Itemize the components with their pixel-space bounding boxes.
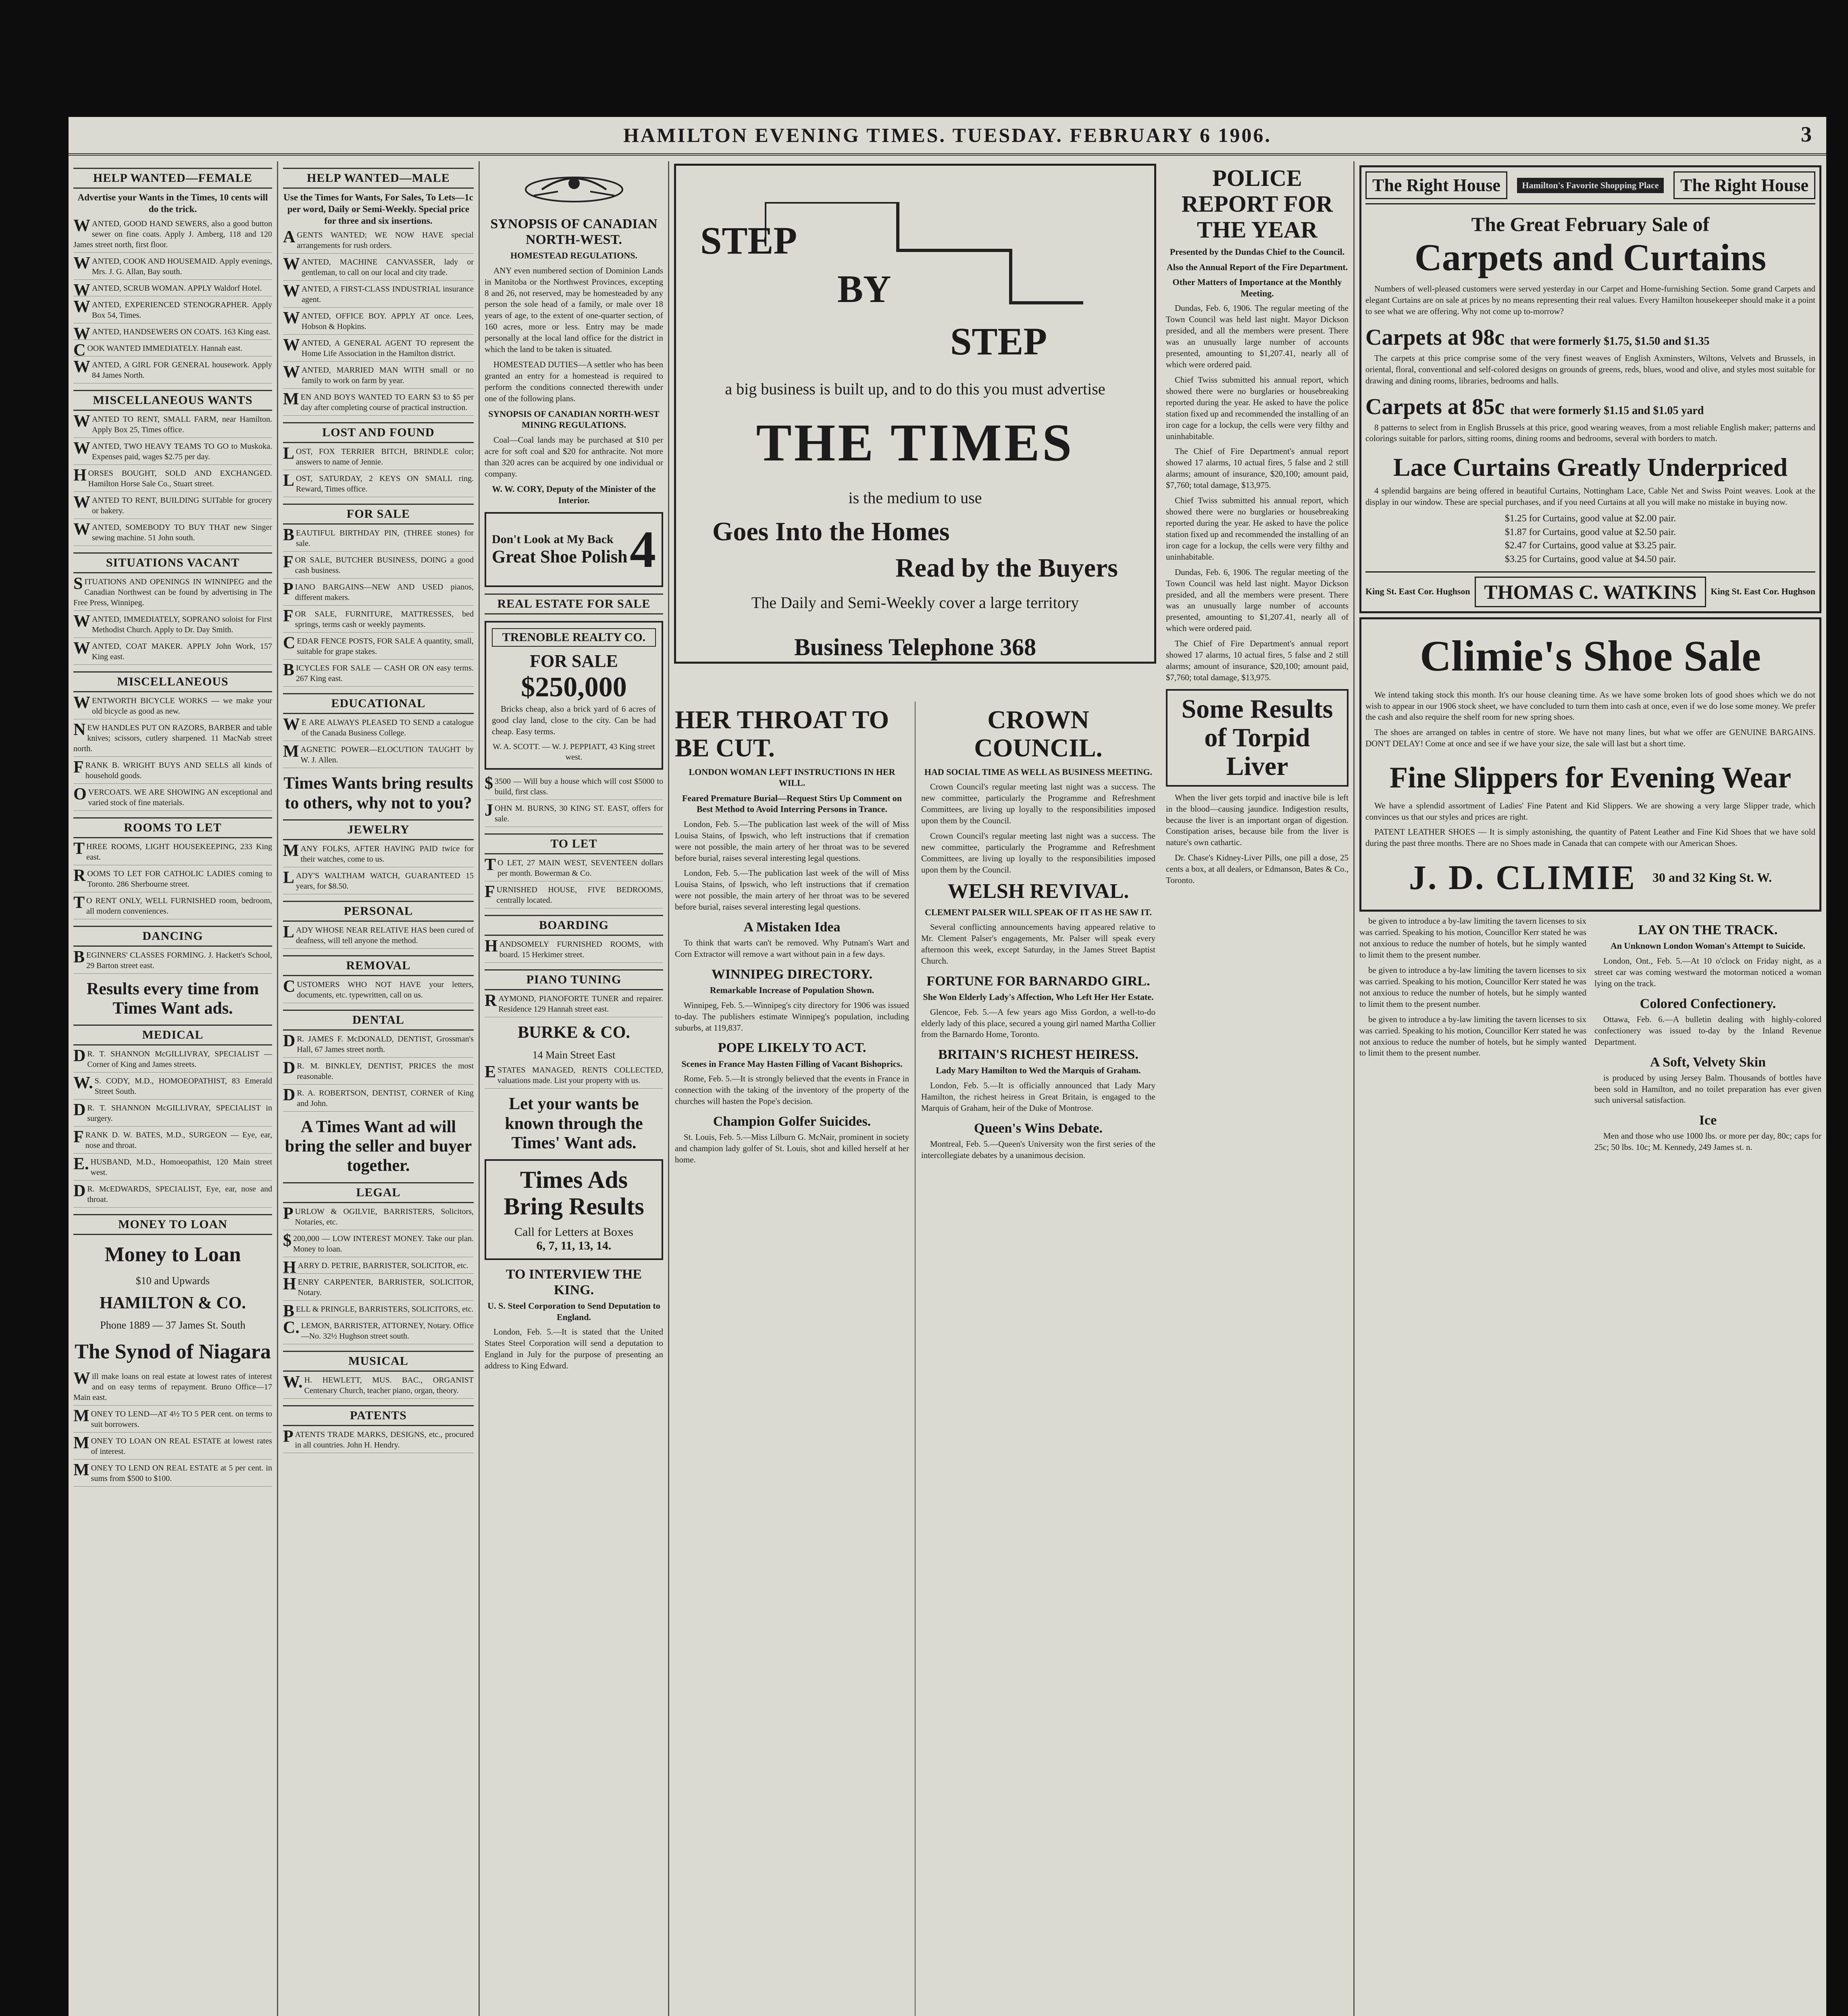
article-text: be given to introduce a by-law limiting the tavern licenses to six was carried. Speaking to his motion, Councillor Kerr stated he was not anxious to reduce the number of hotels, but he simply wanted to limit them to the present number. — [1359, 916, 1586, 960]
burke-name: BURKE & CO. — [518, 1023, 630, 1042]
article-text: Chief Twiss submitted his annual report, which showed there were no burglaries or housebreaking reported during the year. He asked to have the police station fixed up and recommended the installing of an iron cage for a lockup, the cells were very filthy and uninhabitable. — [1166, 496, 1349, 562]
sale-headline: Carpets and Curtains — [1414, 237, 1767, 279]
section-heading: FOR SALE — [283, 504, 474, 525]
synopsis-title: SYNOPSIS OF CANADIAN NORTH-WEST. — [490, 217, 658, 248]
classified-ad: WANTED, A FIRST-CLASS INDUSTRIAL insurance agent. — [283, 284, 474, 308]
article-text: Montreal, Feb. 5.—Queen's University won the first series of the intercollegiate debates by a unanimous decision. — [921, 1139, 1155, 1160]
masthead — [69, 117, 1826, 156]
curtain-price: $3.25 for Curtains, good value at $4.50 pair. — [1505, 554, 1676, 564]
polish-number: 4 — [630, 521, 656, 579]
store-address: King St. East Cor. Hughson — [1711, 586, 1815, 597]
section-heading: MISCELLANEOUS WANTS — [73, 390, 272, 411]
classified-ad: HARRY D. PETRIE, BARRISTER, SOLICITOR, etc. — [283, 1260, 474, 1274]
price-note: that were formerly $1.15 and $1.05 yard — [1510, 404, 1704, 417]
curtain-price-list — [1365, 512, 1815, 566]
mining-title: SYNOPSIS OF CANADIAN NORTH-WEST MINING REGULATIONS. — [488, 408, 660, 430]
classified-ad: WANTED, SCRUB WOMAN. APPLY Waldorf Hotel. — [73, 283, 272, 296]
classified-ad: WANTED, A GENERAL AGENT TO represent the Home Life Association in the Hamilton district. — [283, 338, 474, 362]
step-line-a: a big business is built up, and to do this you must advertise — [725, 380, 1105, 398]
article-subhead: Scenes in France May Hasten Filling of Vacant Bishoprics. — [681, 1058, 903, 1069]
subcolumn-right — [916, 702, 1161, 2016]
article-headline: HER THROAT TO BE CUT. — [675, 705, 889, 762]
column-right-ads — [1355, 161, 1826, 2016]
classified-ad: MONEY TO LEND—AT 4½ TO 5 PER cent. on terms to suit borrowers. — [73, 1409, 272, 1433]
classified-ad: OVERCOATS. WE ARE SHOWING AN exceptional and varied stock of fine materials. — [73, 787, 272, 811]
climie-text: The shoes are arranged on tables in centre of store. We have not many lines, but what we offer are GENUINE BARGAINS. DON'T DELAY! Come at once and see if we have your size, the sale will last but a short time. — [1365, 727, 1815, 749]
article-text: is produced by using Jersey Balm. Thousands of bottles have been sold in Hamilton, and no toilet preparation has ever given such universal satisfaction. — [1594, 1073, 1821, 1105]
classified-ad: TO LET, 27 MAIN WEST, SEVENTEEN dollars per month. Bowerman & Co. — [485, 858, 663, 881]
synod-text: Will make loans on real estate at lowest rates of interest and on easy terms of repayment. Bruno Office—17 Main east. — [73, 1371, 272, 1406]
article-headline: POLICE REPORT FOR THE YEAR — [1181, 165, 1333, 243]
classified-ad: MEN AND BOYS WANTED TO EARN $3 to $5 per day after completing course of practical instruction. — [283, 392, 474, 416]
classified-ad: HORSES BOUGHT, SOLD AND EXCHANGED. Hamilton Horse Sale Co., Stuart street. — [73, 468, 272, 492]
column-classifieds-1 — [69, 161, 278, 2016]
classified-ad: FOR SALE, FURNITURE, MATTRESSES, bed springs, terms cash or weekly payments. — [283, 609, 474, 633]
section-heading: PERSONAL — [283, 901, 474, 922]
classified-ad: C.LEMON, BARRISTER, ATTORNEY, Notary. Office—No. 32½ Hughson street south. — [283, 1320, 474, 1344]
article-headline: Champion Golfer Suicides. — [713, 1114, 871, 1129]
burke-address: 14 Main Street East — [532, 1049, 616, 1061]
classified-ad: TO RENT ONLY, WELL FURNISHED room, bedroom, all modern conveniences. — [73, 896, 272, 919]
classified-ad: ROOMS TO LET FOR CATHOLIC LADIES coming to Toronto. 286 Sherbourne street. — [73, 868, 272, 892]
article-headline: WINNIPEG DIRECTORY. — [711, 967, 873, 982]
climie-title: Climie's Shoe Sale — [1419, 632, 1761, 680]
classified-ad: AGENTS WANTED; WE NOW HAVE special arrangements for rush orders. — [283, 230, 474, 254]
article-subhead: Lady Mary Hamilton to Wed the Marquis of Graham. — [936, 1065, 1141, 1076]
classified-ad: W.H. HEWLETT, MUS. BAC., ORGANIST Centenary Church, teacher piano, organ, theory. — [283, 1375, 474, 1399]
classified-ad: DR. M. BINKLEY, DENTIST, PRICES the most reasonable. — [283, 1061, 474, 1085]
classified-ad: LADY'S WALTHAM WATCH, GUARANTEED 15 years, for $8.50. — [283, 871, 474, 894]
section-intro: Use the Times for Wants, For Sales, To Lets—1c per word, Daily or Semi-Weekly. Special price for three and six insertions. — [283, 192, 473, 226]
classified-ad: LOST, FOX TERRIER BITCH, BRINDLE color; answers to name of Jennie. — [283, 446, 474, 470]
step-line-e: Read by the Buyers — [895, 553, 1118, 583]
money-loan-name: HAMILTON & CO. — [100, 1294, 246, 1313]
step-word-2: BY — [837, 267, 891, 310]
page-number: 3 — [1801, 122, 1812, 146]
curtain-price: $1.87 for Curtains, good value at $2.50 pair. — [1505, 527, 1676, 537]
times-ads-nums: 6, 7, 11, 13, 14. — [536, 1239, 612, 1253]
classified-ad: FOR SALE, BUTCHER BUSINESS, DOING a good cash business. — [283, 555, 474, 579]
article-text: Ottawa, Feb. 6.—A bulletin dealing with highly-colored confectionery was issued to-day by the Inland Revenue Department. — [1594, 1014, 1821, 1047]
step-line-g: Business Telephone 368 — [794, 634, 1036, 660]
article-headline: LAY ON THE TRACK. — [1638, 923, 1778, 938]
shoe-polish-ad — [485, 512, 663, 587]
classified-ad: LOST, SATURDAY, 2 KEYS ON SMALL ring. Reward, Times office. — [283, 473, 474, 497]
article-headline: A Mistaken Idea — [743, 920, 841, 935]
price-text: The carpets at this price comprise some of the very finest weaves of English Axminsters, Wiltons, Velvets and Brussels, in oriental, floral, conventional and self-colored designs on grounds of greens, reds, blues, wood and olive, and styles most suitable for drawing and dining rooms, libraries, bedrooms and halls. — [1365, 353, 1815, 385]
masthead-title: HAMILTON EVENING TIMES. TUESDAY. FEBRUARY 6 1906. — [623, 124, 1272, 146]
section-heading: REMOVAL — [283, 955, 474, 976]
climie-name: J. D. CLIMIE — [1409, 858, 1636, 897]
slippers-heading: Fine Slippers for Evening Wear — [1389, 761, 1792, 795]
section-heading: REAL ESTATE FOR SALE — [485, 594, 663, 614]
classified-ad: BELL & PRINGLE, BARRISTERS, SOLICITORS, etc. — [283, 1302, 474, 1320]
price-text: 8 patterns to select from in English Brussels at this price, good wearing weaves, from a most reliable English maker; patterns and colorings suitable for parlors, sitting rooms, dining rooms and bedrooms, several with borders to match. — [1365, 422, 1815, 444]
classified-ad: WANTED, MACHINE CANVASSER, lady or gentleman, to call on our local and city trade. — [283, 257, 474, 281]
article-text: London, Feb. 5.—The publication last week of the will of Miss Louisa Stains, of Ipswich, who left instructions that if cremation were not possible, the main artery of her throat was to be severed before burial, raises several interesting legal questions. — [675, 868, 909, 912]
store-name: The Right House — [1673, 171, 1815, 199]
article-text: Dundas, Feb. 6, 1906. The regular meeting of the Town Council was held last night. Mayor Dickson presided, and all the members were present. There was an unusually large number of accounts presented, amounting to $1,207.41, nearly all of which were ordered paid. — [1166, 303, 1349, 369]
section-heading: SITUATIONS VACANT — [73, 552, 272, 573]
classified-ad: DR. A. ROBERTSON, DENTIST, CORNER of King and John. — [283, 1088, 474, 1112]
sale-text: Numbers of well-pleased customers were served yesterday in our Carpet and Home-furnishing Section. Some grand Carpets and elegant Curtains are on sale at prices by no means representing their real values. Every Hamilton housekeeper should make it a point to see what we are offering. Why not come up to-morrow? — [1365, 284, 1815, 316]
classified-ad: SITUATIONS AND OPENINGS IN WINNIPEG and the Canadian Northwest can be found by advertising in The Free Press, Winnipeg. — [73, 577, 272, 611]
store-tagline: Hamilton's Favorite Shopping Place — [1517, 178, 1663, 193]
store-address: King St. East Cor. Hughson — [1365, 586, 1470, 597]
climie-ad — [1359, 617, 1821, 912]
section-heading: EDUCATIONAL — [283, 693, 474, 714]
realty-contact: W. A. SCOTT. — W. J. PEPPIATT, 43 King street west. — [493, 742, 655, 762]
classified-ad: RAYMOND, PIANOFORTE TUNER and repairer. Residence 129 Hannah street east. — [485, 993, 663, 1017]
classified-ad: WE ARE ALWAYS PLEASED TO SEND a catalogue of the Canada Business College. — [283, 717, 474, 741]
classified-ad: BICYCLES FOR SALE — CASH OR ON easy terms. 267 King east. — [283, 663, 474, 687]
step-line-c: is the medium to use — [848, 489, 982, 507]
step-word-1: STEP — [700, 219, 797, 262]
section-intro: Advertise your Wants in the Times, 10 cents will do the trick. — [77, 192, 268, 214]
classified-ad: MONEY TO LOAN ON REAL ESTATE at lowest rates of interest. — [73, 1436, 272, 1460]
classified-ad: WANTED, IMMEDIATELY, SOPRANO soloist for First Methodist Church. Apply to Dr. Day Smith. — [73, 614, 272, 638]
step-line-f: The Daily and Semi-Weekly cover a large territory — [751, 594, 1079, 612]
article-text: London, Feb. 5.—The publication last week of the will of Miss Louisa Stains, of Ipswich, who left instructions that if cremation were not possible, the main artery of her throat was to be severed before burial, raises several interesting legal questions. — [675, 819, 909, 863]
step-word-3: STEP — [950, 320, 1047, 363]
homestead-duties-text: HOMESTEAD DUTIES—A settler who has been granted an entry for a homestead is required to perform the conditions connected therewith under one of the following plans. — [485, 360, 663, 403]
step-line-b: THE TIMES — [756, 413, 1074, 472]
classified-ad: THREE ROOMS, LIGHT HOUSEKEEPING, 233 King east. — [73, 841, 272, 865]
article-headline: CROWN COUNCIL. — [974, 705, 1103, 762]
money-loan-sub: $10 and Upwards — [135, 1275, 210, 1287]
classified-ad: CEDAR FENCE POSTS, FOR SALE A quantity, small, suitable for grape stakes. — [283, 636, 474, 660]
article-text: London, Ont., Feb. 5.—At 10 o'clock on Friday night, as a street car was coming westward the motorman noticed a woman lying on the track. — [1594, 956, 1821, 988]
article-headline: BRITAIN'S RICHEST HEIRESS. — [938, 1047, 1138, 1062]
article-subhead: An Unknown London Woman's Attempt to Suicide. — [1610, 941, 1806, 951]
classified-ad: JOHN M. BURNS, 30 KING ST. EAST, offers for sale. — [485, 803, 663, 827]
classified-ad: BEAUTIFUL BIRTHDAY PIN, (THREE stones) for sale. — [283, 528, 474, 552]
section-heading: PATENTS — [283, 1405, 474, 1426]
times-ads-box — [485, 1159, 663, 1260]
section-heading: PIANO TUNING — [485, 969, 663, 990]
liver-ad-title: Some Results of Torpid Liver — [1166, 689, 1349, 787]
section-heading: MISCELLANEOUS — [73, 671, 272, 692]
column-feature — [669, 161, 1161, 2016]
article-text: Several conflicting announcements having appeared relative to Mr. Clement Palser's engagements, Mr. Palser will speak every afternoon this week, except Saturday, in the James Street Baptist Church. — [921, 922, 1155, 966]
money-loan-addr: Phone 1889 — 37 James St. South — [100, 1319, 246, 1331]
signature: W. W. CORY, Deputy of the Minister of the Interior. — [492, 484, 656, 505]
realty-sale: FOR SALE — [530, 651, 618, 671]
lace-text: 4 splendid bargains are being offered in beautiful Curtains, Nottingham Lace, Cable Net and Swiss Point weaves. Look at the display in our window. These are special purchases, and if you need Curtains at all you will make no mistake in buying now. — [1365, 486, 1815, 507]
article-text: Winnipeg, Feb. 5.—Winnipeg's city directory for 1906 was issued to-day. The publishers estimate Winnipeg's population, including suburbs, at 119,837. — [675, 1000, 909, 1033]
article-subhead: U. S. Steel Corporation to Send Deputation to England. — [487, 1301, 660, 1322]
article-headline: POPE LIKELY TO ACT. — [718, 1040, 866, 1056]
slippers-text: PATENT LEATHER SHOES — It is simply astonishing, the quantity of Patent Leather and Fine Kid Shoes that we have sold during the past three months. There are no Shoes made in Canada that can compete with our American Shoes. — [1365, 827, 1815, 848]
article-text: Men and those who use 1000 lbs. or more per day, 80c; caps for 25c; 50 lbs. 10c; M. Kennedy, 249 James st. n. — [1594, 1131, 1821, 1152]
classified-ad: MONEY TO LEND ON REAL ESTATE at 5 per cent. in sums from $500 to $100. — [73, 1463, 272, 1487]
liver-ad-text: When the liver gets torpid and inactive bile is left in the blood—causing jaundice. Indigestion results, because the liver is an important organ of digestion. Constipation arises, because bile from the liver is nature's own cathartic. — [1166, 792, 1349, 848]
classified-ad: DR. T. SHANNON McGILLIVRAY, SPECIALIST in surgery. — [73, 1103, 272, 1127]
classified-ad: WANTED, MARRIED MAN WITH small or no family to work on farm by year. — [283, 365, 474, 389]
article-headline: Ice — [1699, 1113, 1717, 1128]
classified-ad: W.S. CODY, M.D., HOMOEOPATHIST, 83 Emerald Street South. — [73, 1076, 272, 1100]
realty-text: Bricks cheap, also a brick yard of 6 acres of good clay land, close to the city. Can be had cheap. Easy terms. — [492, 704, 656, 737]
step-line-d: Goes Into the Homes — [712, 517, 950, 546]
article-headline: Queen's Wins Debate. — [974, 1120, 1103, 1136]
article-text: Rome, Feb. 5.—It is strongly believed that the events in France in connection with the taking of the inventory of the property of the churches will hasten the Pope's decision. — [675, 1074, 909, 1106]
column-classifieds-2 — [278, 161, 480, 2016]
article-subhead: Remarkable Increase of Population Shown. — [710, 985, 874, 996]
promo-text: Results every time from Times Want ads. — [86, 979, 259, 1018]
article-subhead: LONDON WOMAN LEFT INSTRUCTIONS IN HER WILL. — [689, 766, 895, 788]
section-heading: MEDICAL — [73, 1025, 272, 1045]
article-subhead: She Won Elderly Lady's Affection, Who Left Her Her Estate. — [923, 992, 1154, 1002]
article-headline: FORTUNE FOR BARNARDO GIRL. — [926, 974, 1150, 989]
classified-ad: CUSTOMERS WHO NOT HAVE your letters, documents, etc. typewritten, call on us. — [283, 979, 474, 1003]
lace-heading: Lace Curtains Greatly Underpriced — [1393, 453, 1788, 482]
article-text: Glencoe, Feb. 5.—A few years ago Miss Gordon, a well-to-do elderly lady of this place, secured a young girl named Martha Collier from the Barnardo Home, Toronto. — [921, 1007, 1155, 1039]
classified-ad: WANTED, GOOD HAND SEWERS, also a good button sewer on fine coats. Apply J. Amberg, 118 and 120 James street north, first floor. — [73, 219, 272, 253]
climie-signature — [1365, 857, 1815, 898]
classified-ad: WENTWORTH BICYCLE WORKS — we make your old bicycle as good as new. — [73, 696, 272, 719]
classified-ad: DR. JAMES F. McDONALD, DENTIST, Grossman's Hall, 67 James street north. — [283, 1034, 474, 1058]
section-heading: HELP WANTED—FEMALE — [73, 168, 272, 189]
classified-ad: BEGINNERS' CLASSES FORMING. J. Hackett's School, 29 Barton street east. — [73, 950, 272, 974]
article-headline: WELSH REVIVAL. — [947, 879, 1129, 903]
section-heading: MONEY TO LOAN — [73, 1214, 272, 1235]
classified-ad: WANTED, COAT MAKER. APPLY John Work, 157 King east. — [73, 641, 272, 665]
article-subhead: HAD SOCIAL TIME AS WELL AS BUSINESS MEETING. — [924, 766, 1153, 777]
watkins-footer — [1365, 571, 1815, 607]
section-heading: BOARDING — [485, 915, 663, 936]
classified-ad: COOK WANTED IMMEDIATELY. Hannah east. — [73, 343, 272, 356]
classified-ad: MAGNETIC POWER—ELOCUTION TAUGHT by W. J. Allen. — [283, 744, 474, 768]
article-subhead: CLEMENT PALSER WILL SPEAK OF IT AS HE SAW IT. — [925, 907, 1152, 917]
classified-ad: DR. McEDWARDS, SPECIALIST, Eye, ear, nose and throat. — [73, 1184, 272, 1208]
classified-ad: HENRY CARPENTER, BARRISTER, SOLICITOR, Notary. — [283, 1277, 474, 1301]
classified-ad: PURLOW & OGILVIE, BARRISTERS, Solicitors, Notaries, etc. — [283, 1206, 474, 1230]
section-heading: LEGAL — [283, 1182, 474, 1203]
synod-title: The Synod of Niagara — [75, 1340, 271, 1364]
curtain-price: $1.25 for Curtains, good value at $2.00 pair. — [1505, 513, 1676, 524]
article-text: London, Feb. 5.—It is stated that the United States Steel Corporation will send a deputation to England in July for the purpose of presenting an address to King Edward. — [485, 1327, 663, 1371]
article-subhead: Presented by the Dundas Chief to the Council. — [1170, 247, 1345, 257]
article-text: To think that warts can't be removed. Why Putnam's Wart and Corn Extractor will remove a wart without pain in a few days. — [675, 938, 909, 959]
promo-text: Times Wants bring results to others, why not to you? — [283, 774, 473, 812]
section-heading: JEWELRY — [283, 819, 474, 840]
article-subhead: Other Matters of Importance at the Monthly Meeting. — [1172, 277, 1342, 298]
subcolumn-left — [669, 702, 916, 2016]
store-owner: THOMAS C. WATKINS — [1475, 577, 1706, 607]
classified-ad: WANTED, SOMEBODY TO BUY THAT new Singer sewing machine. 51 John south. — [73, 522, 272, 546]
article-text: be given to introduce a by-law limiting the tavern licenses to six was carried. Speaking to his motion, Councillor Kerr stated he was not anxious to reduce the number of hotels, but he simply wanted to limit them to the present number. — [1359, 1014, 1586, 1058]
sale-title: The Great February Sale of — [1471, 213, 1710, 235]
classified-ad: WANTED TO RENT, BUILDING SUITable for grocery or bakery. — [73, 495, 272, 519]
article-text: St. Louis, Feb. 5.—Miss Lilburn G. McNair, prominent in society and champion lady golfer of St. Louis, shot and killed herself at her home. — [675, 1132, 909, 1164]
section-heading: LOST AND FOUND — [283, 422, 474, 443]
lower-articles — [1359, 916, 1821, 1157]
section-heading: DANCING — [73, 926, 272, 947]
column-police-report — [1161, 161, 1355, 2016]
classified-ad: FRANK D. W. BATES, M.D., SURGEON — Eye, ear, nose and throat. — [73, 1130, 272, 1154]
classified-ad: WANTED, HANDSEWERS ON COATS. 163 King east. — [73, 327, 272, 340]
article-text: Chief Twiss submitted his annual report, which showed there were no burglaries or housebreaking reported during the year. He asked to have the police station fixed up and recommended the installing of an iron cage for a lockup, the cells were very filthy and uninhabitable. — [1166, 375, 1349, 441]
promo-text: Let your wants be known through the Times' Want ads. — [505, 1095, 643, 1152]
classified-ad: FURNISHED HOUSE, FIVE BEDROOMS, centrally located. — [485, 885, 663, 908]
article-headline: Colored Confectionery. — [1640, 996, 1776, 1011]
lower-right — [1594, 916, 1821, 1157]
classified-ad: $3500 — Will buy a house which will cost $5000 to build, first class. — [485, 776, 663, 800]
promo-text: A Times Want ad will bring the seller and buyer together. — [285, 1117, 472, 1175]
classified-ad: HANDSOMELY FURNISHED ROOMS, with board. 15 Herkimer street. — [485, 939, 663, 963]
article-text: London, Feb. 5.—It is officially announced that Lady Mary Hamilton, the richest heiress in Great Britain, is engaged to the Marquis of Graham, heir of the Duke of Montrose. — [921, 1080, 1155, 1113]
article-text: Crown Council's regular meeting last night was a success. The new committee, particularly the Programme and Refreshment Committees, are living up loyally to the responsibilities imposed upon them by the Council. — [921, 782, 1155, 826]
classified-ad: WANTED, EXPERIENCED STENOGRAPHER. Apply Box 54, Times. — [73, 300, 272, 323]
classified-ad: MANY FOLKS, AFTER HAVING PAID twice for their watches, come to us. — [283, 843, 474, 867]
classified-ad: WANTED, OFFICE BOY. APPLY AT once. Lees, Hobson & Hopkins. — [283, 311, 474, 335]
climie-text: We intend taking stock this month. It's our house cleaning time. As we have some broken lots of good shoes which we do not wish to appear in our 1906 stock sheet, we have concluded to turn them into cash at once, even if we do lose some money. We prefer the cash and also require the shelf room for new spring shoes. — [1365, 689, 1815, 722]
curtain-price: $2.47 for Curtains, good value at $3.25 pair. — [1505, 540, 1676, 551]
classified-ad: NEW HANDLES PUT ON RAZORS, BARBER and table knives; scissors, cutlery sharpened. 11 MacNab street north. — [73, 723, 272, 757]
synopsis-text: ANY even numbered section of Dominion Lands in Manitoba or the Northwest Provinces, excepting 8 and 26, not reserved, may be homesteaded by any person the sole head of a family, or male over 18 years of age, to the extent of one-quarter section, of 160 acres, more or less. Entry may be made personally at the local land office for the district in which the land to be taken is situated. — [485, 265, 663, 354]
article-text: Dundas, Feb. 6, 1906. The regular meeting of the Town Council was held last night. Mayor Dickson presided, and all the members were present. There was an unusually large number of accounts presented, amounting to $1,207.41, nearly all of which were ordered paid. — [1166, 567, 1349, 633]
article-subhead: Also the Annual Report of the Fire Department. — [1166, 262, 1348, 272]
feature-subcolumns — [669, 702, 1161, 2016]
times-ads-sub: Call for Letters at Boxes — [514, 1225, 633, 1239]
newspaper-page — [69, 117, 1826, 2016]
money-loan-title: Money to Loan — [104, 1243, 241, 1266]
article-headline: TO INTERVIEW THE KING. — [506, 1267, 642, 1298]
classified-ad: WANTED, COOK AND HOUSEMAID. Apply evenings, Mrs. J. G. Allan, Bay south. — [73, 256, 272, 280]
section-heading: DENTAL — [283, 1010, 474, 1031]
times-ads-title: Times Ads Bring Results — [504, 1166, 644, 1220]
classified-ad: ESTATES MANAGED, RENTS COLLECTED, valuations made. List your property with us. — [485, 1065, 663, 1089]
price-label: Carpets at 85c — [1365, 394, 1505, 419]
section-heading: HELP WANTED—MALE — [283, 168, 474, 189]
realty-price: $250,000 — [521, 672, 627, 703]
step-by-step-ad — [674, 164, 1156, 664]
article-text: be given to introduce a by-law limiting the tavern licenses to six was carried. Speaking to his motion, Councillor Kerr stated he was not anxious to reduce the number of hotels, but he simply wanted to limit them to the present number. — [1359, 965, 1586, 1009]
polish-line-1: Don't Look at My Back — [492, 532, 614, 546]
price-heading — [1365, 325, 1815, 350]
article-text: The Chief of Fire Department's annual report showed 17 alarms, 10 actual fires, 5 false and 2 still alarms; amount of insurance, $20,100; amount paid, $7,760; total damage, $13,975. — [1166, 639, 1349, 682]
section-heading: ROOMS TO LET — [73, 817, 272, 838]
price-note: that were formerly $1.75, $1.50 and $1.35 — [1510, 335, 1710, 348]
section-heading: TO LET — [485, 833, 663, 854]
classified-ad: DR. T. SHANNON McGILLIVRAY, SPECIALIST — Corner of King and James streets. — [73, 1049, 272, 1073]
classified-ad: WANTED TO RENT, SMALL FARM, near Hamilton. Apply Box 25, Times office. — [73, 414, 272, 438]
realty-name: TRENOBLE REALTY CO. — [492, 628, 656, 647]
classified-ad: WANTED, A GIRL FOR GENERAL housework. Apply 84 James North. — [73, 360, 272, 383]
article-text: Crown Council's regular meeting last night was a success. The new committee, particularly the Programme and Refreshment Committees, are living up loyally to the responsibilities imposed upon them by the Council. — [921, 831, 1155, 875]
article-subhead: Feared Premature Burial—Request Stirs Up Comment on Best Method to Avoid Interring Persons in Trance. — [682, 793, 902, 814]
classified-ad: WANTED, TWO HEAVY TEAMS TO GO to Muskoka. Expenses paid, wages $2.75 per day. — [73, 441, 272, 465]
crest-icon — [514, 165, 635, 210]
price-label: Carpets at 98c — [1365, 325, 1505, 350]
store-name: The Right House — [1365, 171, 1507, 199]
polish-line-2: Great Shoe Polish — [492, 546, 628, 566]
article-text: The Chief of Fire Department's annual report showed 17 alarms, 10 actual fires, 5 false and 2 still alarms; amount of insurance, $20,100; amount paid, $7,760; total damage, $13,975. — [1166, 446, 1349, 490]
right-house-header — [1365, 171, 1815, 204]
climie-address: 30 and 32 King St. W. — [1652, 870, 1772, 885]
liver-ad-text: Dr. Chase's Kidney-Liver Pills, one pill a dose, 25 cents a box, at all dealers, or Edmanson, Bates & Co., Toronto. — [1166, 853, 1349, 885]
section-heading: MUSICAL — [283, 1351, 474, 1372]
mining-text: Coal—Coal lands may be purchased at $10 per acre for soft coal and $20 for anthracite. Not more than 320 acres can be acquired by one individual or company. — [485, 435, 663, 479]
classified-ad: LADY WHOSE NEAR RELATIVE HAS been cured of deafness, will tell anyone the method. — [283, 925, 474, 949]
homestead-subhead: HOMESTEAD REGULATIONS. — [510, 250, 637, 261]
classified-ad: E.HUSBAND, M.D., Homoeopathist, 120 Main street west. — [73, 1157, 272, 1181]
classified-ad: PATENTS TRADE MARKS, DESIGNS, etc., procured in all countries. John H. Hendry. — [283, 1429, 474, 1453]
realty-ad — [485, 621, 663, 770]
right-house-ad — [1359, 165, 1821, 613]
classified-ad: PIANO BARGAINS—NEW AND USED pianos, different makers. — [283, 582, 474, 606]
slippers-text: We have a splendid assortment of Ladies' Fine Patent and Kid Slippers. We are showing a very large Slipper trade, which convinces us that our styles and prices are right. — [1365, 800, 1815, 822]
article-headline: A Soft, Velvety Skin — [1650, 1054, 1766, 1070]
column-regulations — [480, 161, 669, 2016]
lower-left — [1359, 916, 1586, 1157]
classified-ad: FRANK B. WRIGHT BUYS AND SELLS all kinds of household goods. — [73, 760, 272, 784]
price-heading — [1365, 394, 1815, 420]
classified-ad: $200,000 — LOW INTEREST MONEY. Take our plan. Money to loan. — [283, 1233, 474, 1257]
